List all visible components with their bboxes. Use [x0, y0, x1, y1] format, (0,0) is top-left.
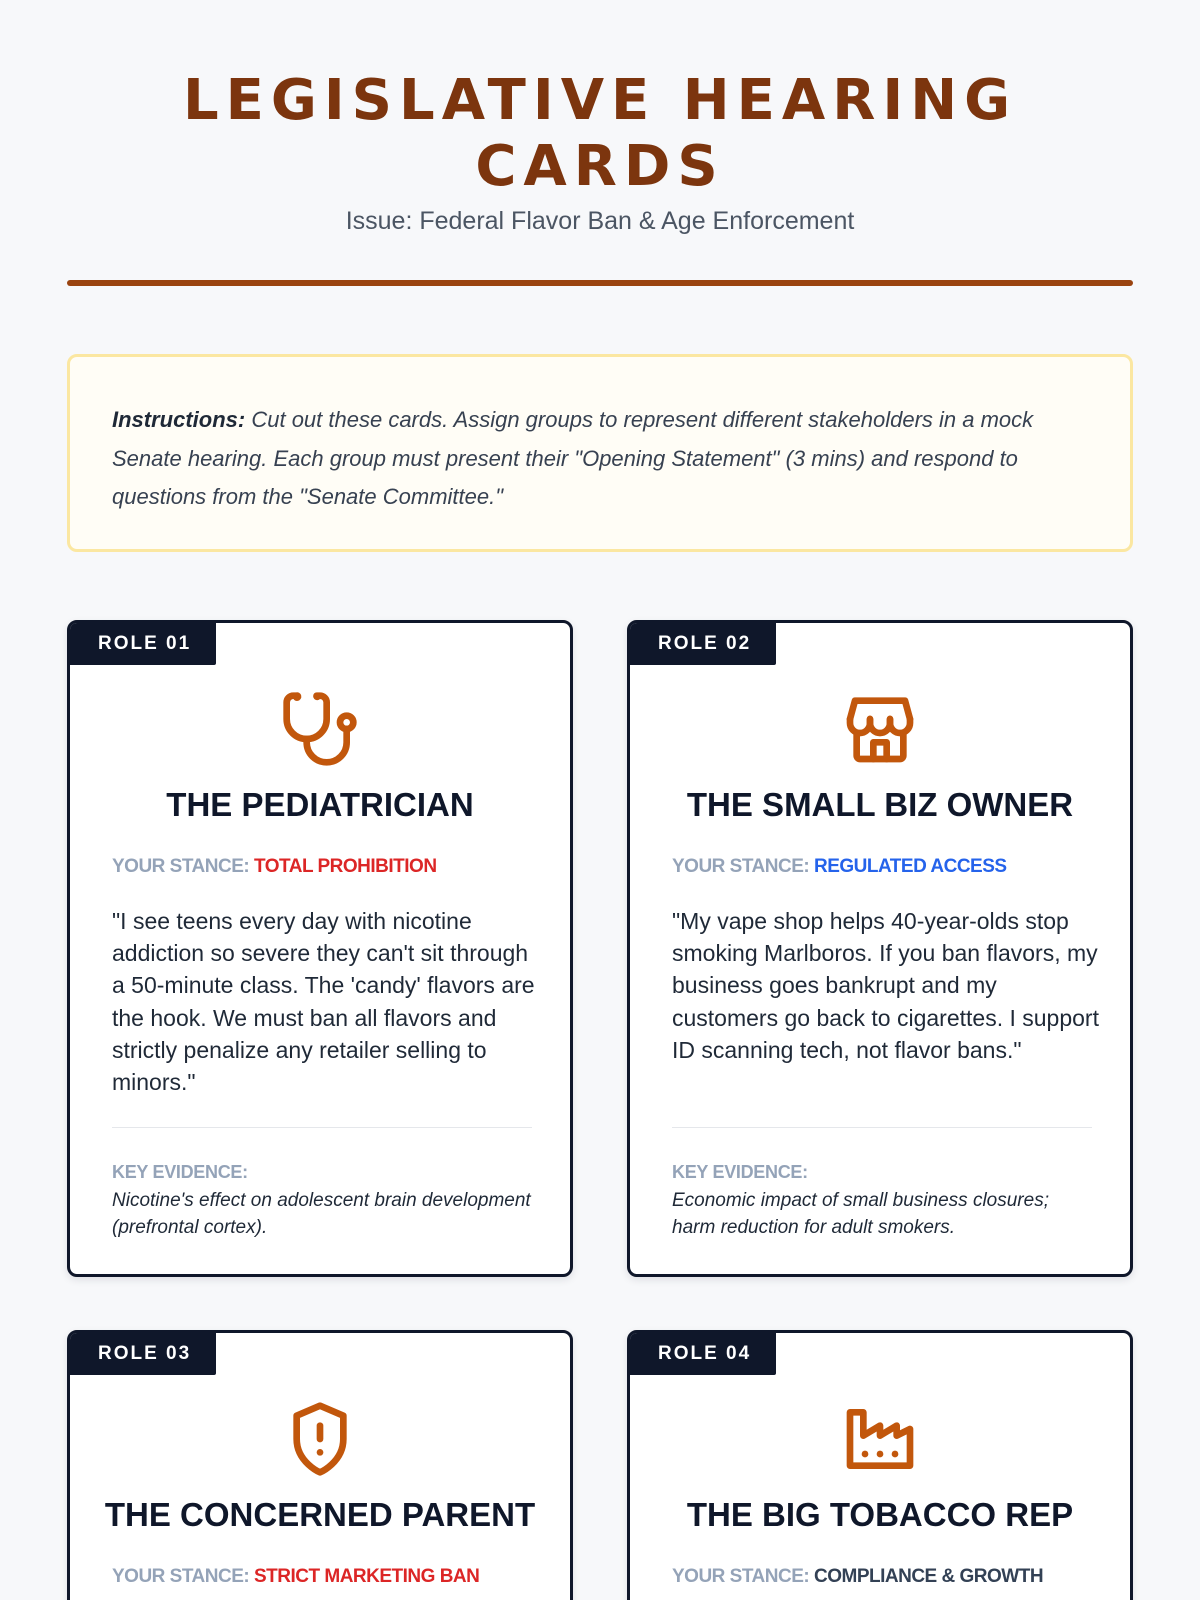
stance-value: COMPLIANCE & GROWTH — [814, 1566, 1044, 1587]
role-tag: ROLE 04 — [630, 1333, 776, 1375]
role-card-concerned-parent — [67, 1330, 573, 1600]
shield-alert-icon — [280, 1399, 360, 1479]
role-card-big-tobacco-rep — [627, 1330, 1133, 1600]
evidence-label: KEY EVIDENCE: — [112, 1162, 248, 1182]
instructions-box — [67, 354, 1133, 552]
instructions-label: Instructions: — [112, 407, 246, 432]
stance-line — [112, 855, 437, 879]
role-name: THE SMALL BIZ OWNER — [686, 786, 1074, 823]
stance-line — [672, 1565, 1043, 1589]
page-title: LEGISLATIVE HEARING CARDS — [182, 68, 1018, 199]
opening-quote: "My vape shop helps 40-year-olds stop smoking Marlboros. If you ban flavors, my business goes bankrupt and my customers go back to cigarettes. I support ID scanning tech, not flavor bans." — [672, 908, 1099, 1063]
header-divider — [67, 280, 1133, 286]
evidence-label: KEY EVIDENCE: — [672, 1162, 808, 1182]
role-tag: ROLE 03 — [70, 1333, 216, 1375]
role-tag: ROLE 01 — [70, 623, 216, 665]
stance-label: YOUR STANCE: — [672, 856, 810, 877]
evidence-text: Nicotine's effect on adolescent brain development (prefrontal cortex). — [112, 1190, 531, 1238]
stethoscope-icon — [280, 689, 360, 769]
role-card-small-biz-owner — [627, 620, 1133, 1277]
role-name: THE BIG TOBACCO REP — [686, 1496, 1074, 1533]
evidence-text: Economic impact of small business closures; harm reduction for adult smokers. — [672, 1190, 1049, 1238]
role-name: THE CONCERNED PARENT — [104, 1496, 536, 1533]
role-tag: ROLE 02 — [630, 623, 776, 665]
stance-label: YOUR STANCE: — [672, 1566, 810, 1587]
factory-icon — [840, 1399, 920, 1479]
stance-value: TOTAL PROHIBITION — [254, 856, 437, 877]
role-name: THE PEDIATRICIAN — [166, 786, 474, 823]
stance-label: YOUR STANCE: — [112, 856, 250, 877]
instructions-text: Cut out these cards. Assign groups to represent different stakeholders in a mock Senate hearing. Each group must present their "Opening Statement" (3 mins) and respond to questions from the "Senate Committee." — [112, 407, 1034, 509]
role-card-pediatrician — [67, 620, 573, 1277]
page-subtitle: Issue: Federal Flavor Ban & Age Enforcement — [345, 207, 855, 235]
stance-line — [112, 1565, 479, 1589]
card-divider — [112, 1127, 532, 1128]
stance-line — [672, 855, 1007, 879]
store-icon — [840, 689, 920, 769]
stance-value: STRICT MARKETING BAN — [254, 1566, 480, 1587]
opening-quote: "I see teens every day with nicotine addiction so severe they can't sit through a 50-minute class. The 'candy' flavors are the hook. We must ban all flavors and strictly penalize any retailer selling to minors." — [112, 908, 535, 1096]
page-header — [0, 0, 1200, 236]
stance-label: YOUR STANCE: — [112, 1566, 250, 1587]
stance-value: REGULATED ACCESS — [814, 856, 1007, 877]
card-divider — [672, 1127, 1092, 1128]
